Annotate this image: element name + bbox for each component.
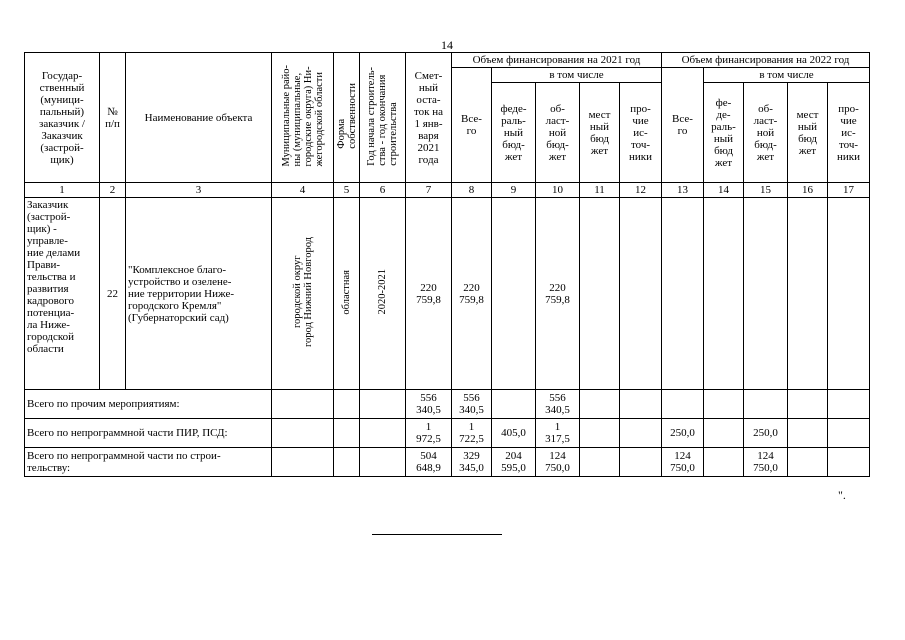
pir-federal-2021: 405,0 [492, 419, 536, 448]
table-row-build-total [25, 448, 870, 477]
closing-quote: ". [838, 488, 846, 502]
header-fin-2021: Объем финансирования на 2021 год [452, 53, 662, 68]
column-numbers-row [25, 183, 870, 198]
other-estimate: 556 340,5 [406, 390, 452, 419]
pir-total-label: Всего по непрограммной части ПИР, ПСД: [25, 419, 272, 448]
object-total-2022 [662, 198, 704, 390]
col-number: 10 [536, 183, 580, 198]
table-row-object [25, 198, 870, 390]
object-ownership: областная [334, 198, 360, 390]
object-other-2021 [620, 198, 662, 390]
build-total-label: Всего по непрограммной части по строи- тельству: [25, 448, 272, 477]
header-federal-2022: фе- де- раль- ный бюд жет [704, 83, 744, 183]
pir-regional-2022: 250,0 [744, 419, 788, 448]
col-number: 8 [452, 183, 492, 198]
build-federal-2021: 204 595,0 [492, 448, 536, 477]
header-total-2021: Все- го [452, 68, 492, 183]
header-customer: Государ- ственный (муници- пальный) заказчик / Заказчик (застрой- щик) [25, 53, 100, 183]
header-ownership: Форма собственности [334, 53, 360, 183]
table-row-pir-total [25, 419, 870, 448]
object-federal-2022 [704, 198, 744, 390]
object-regional-2022 [744, 198, 788, 390]
object-customer: Заказчик (застрой- щик) - управле- ние делами Прави- тельства и развития кадрового потенциа- ла Ниже- городской области [25, 198, 100, 390]
col-number: 11 [580, 183, 620, 198]
header-estimate: Смет- ный оста- ток на 1 янв- варя 2021 года [406, 53, 452, 183]
pir-total-2022: 250,0 [662, 419, 704, 448]
col-number: 4 [272, 183, 334, 198]
object-municipality: городской округ город Нижний Новгород [272, 198, 334, 390]
col-number: 15 [744, 183, 788, 198]
object-local-2022 [788, 198, 828, 390]
financing-table [24, 52, 870, 477]
header-regional-2021: об- ласт- ной бюд- жет [536, 83, 580, 183]
pir-regional-2021: 1 317,5 [536, 419, 580, 448]
col-number: 6 [360, 183, 406, 198]
header-total-2022: Все- го [662, 68, 704, 183]
build-total-2022: 124 750,0 [662, 448, 704, 477]
header-object-name: Наименование объекта [126, 53, 272, 183]
object-years: 2020-2021 [360, 198, 406, 390]
object-local-2021 [580, 198, 620, 390]
header-local-2022: мест ный бюд жет [788, 83, 828, 183]
col-number: 12 [620, 183, 662, 198]
table-row-other-total [25, 390, 870, 419]
col-number: 3 [126, 183, 272, 198]
object-name: "Комплексное благо- устройство и озелене- ние территории Ниже- городского Кремля" (Губернаторский сад) [126, 198, 272, 390]
header-other-2022: про- чие ис- точ- ники [828, 83, 870, 183]
object-federal-2021 [492, 198, 536, 390]
object-regional-2021: 220 759,8 [536, 198, 580, 390]
col-number: 16 [788, 183, 828, 198]
build-regional-2022: 124 750,0 [744, 448, 788, 477]
page-number: 14 [441, 38, 453, 52]
col-number: 9 [492, 183, 536, 198]
other-total-label: Всего по прочим мероприятиям: [25, 390, 272, 419]
object-total-2021: 220 759,8 [452, 198, 492, 390]
pir-estimate: 1 972,5 [406, 419, 452, 448]
build-regional-2021: 124 750,0 [536, 448, 580, 477]
separator-line [372, 534, 502, 535]
header-federal-2021: феде- раль- ный бюд- жет [492, 83, 536, 183]
col-number: 7 [406, 183, 452, 198]
col-number: 5 [334, 183, 360, 198]
col-number: 14 [704, 183, 744, 198]
build-estimate: 504 648,9 [406, 448, 452, 477]
header-municipality: Муниципальные райо- ны (муниципальные, городские округа) Ни- жегородской области [272, 53, 334, 183]
col-number: 2 [100, 183, 126, 198]
object-estimate: 220 759,8 [406, 198, 452, 390]
header-including-2022: в том числе [704, 68, 870, 83]
header-regional-2022: об- ласт- ной бюд- жет [744, 83, 788, 183]
build-total-2021: 329 345,0 [452, 448, 492, 477]
col-number: 13 [662, 183, 704, 198]
pir-total-2021: 1 722,5 [452, 419, 492, 448]
header-local-2021: мест ный бюд жет [580, 83, 620, 183]
other-total-2021: 556 340,5 [452, 390, 492, 419]
object-num: 22 [100, 198, 126, 390]
object-other-2022 [828, 198, 870, 390]
header-other-2021: про- чие ис- точ- ники [620, 83, 662, 183]
col-number: 17 [828, 183, 870, 198]
col-number: 1 [25, 183, 100, 198]
header-years: Год начала строитель- ства - год окончания строительства [360, 53, 406, 183]
header-including-2021: в том числе [492, 68, 662, 83]
header-num: № п/п [100, 53, 126, 183]
header-fin-2022: Объем финансирования на 2022 год [662, 53, 870, 68]
other-regional-2021: 556 340,5 [536, 390, 580, 419]
